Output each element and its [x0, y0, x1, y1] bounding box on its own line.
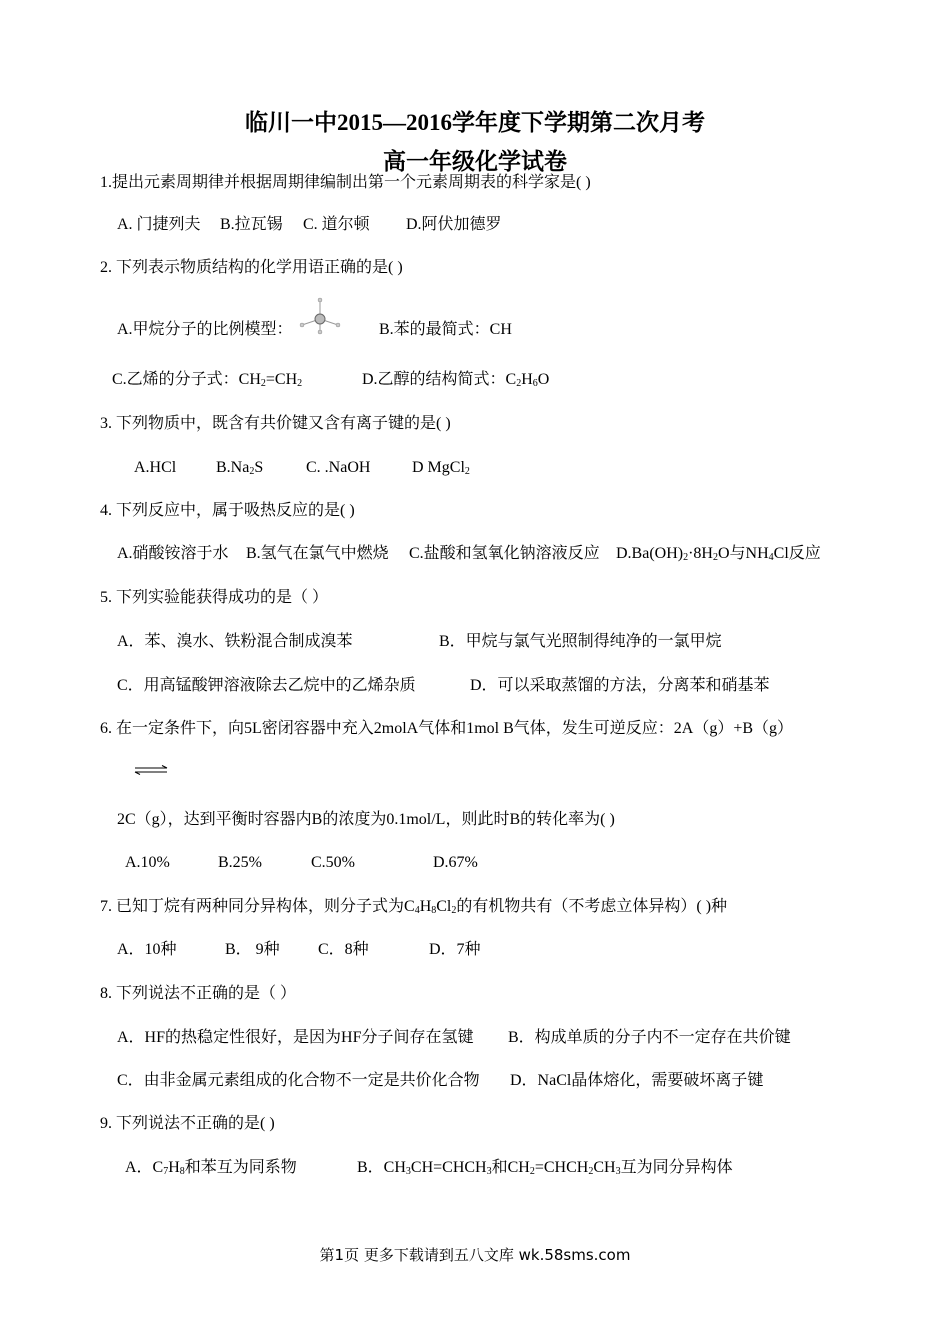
question-6-continuation: 2C（g），达到平衡时容器内B的浓度为0.1mol/L，则此时B的转化率为( ) — [117, 811, 615, 828]
q8-option-d: D．NaCl晶体熔化，需要破坏离子键 — [510, 1072, 764, 1089]
q4-option-a: A.硝酸铵溶于水 — [117, 545, 229, 562]
q3-option-a: A.HCl — [134, 459, 177, 476]
q2-option-d: D.乙醇的结构简式：$C_2H_6O$ — [362, 371, 550, 389]
q8-option-b: B．构成单质的分子内不一定存在共价键 — [508, 1029, 791, 1046]
question-9-stem: 9. 下列说法不正确的是( ) — [100, 1115, 275, 1132]
q8-option-c: C．由非金属元素组成的化合物不一定是共价化合物 — [117, 1072, 480, 1089]
q5-option-b: B．甲烷与氯气光照制得纯净的一氯甲烷 — [439, 633, 722, 650]
q1-option-d: D.阿伏加德罗 — [406, 216, 502, 233]
q6-option-c: C.50% — [311, 854, 355, 871]
q4-option-c: C.盐酸和氢氧化钠溶液反应 — [409, 545, 600, 562]
question-2-stem: 2. 下列表示物质结构的化学用语正确的是( ) — [100, 259, 403, 276]
q5-option-a: A．苯、溴水、铁粉混合制成溴苯 — [117, 633, 353, 650]
q2-option-b: B.苯的最简式：CH — [379, 321, 512, 338]
question-8-stem: 8. 下列说法不正确的是（ ） — [100, 985, 297, 1002]
question-1-stem: 1.提出元素周期律并根据周期律编制出第一个元素周期表的科学家是( ) — [100, 174, 591, 191]
question-3-stem: 3. 下列物质中，既含有共价键又含有离子键的是( ) — [100, 415, 451, 432]
q6-option-d: D.67% — [433, 854, 478, 871]
q3-option-d: D MgCl$_2$ — [412, 459, 470, 477]
question-5-stem: 5. 下列实验能获得成功的是（ ） — [100, 589, 329, 606]
q7-option-b: B． 9种 — [225, 941, 280, 958]
q5-option-d: D．可以采取蒸馏的方法，分离苯和硝基苯 — [470, 677, 770, 694]
q1-option-a: A. 门捷列夫 — [117, 216, 201, 233]
question-6-stem: 6. 在一定条件下，向5L密闭容器中充入2molA气体和1mol B气体，发生可逆反应：2A（g）+B（g） — [100, 720, 794, 737]
q9-option-b: B．$CH_3CH=CHCH_3$和$CH_2=CHCH_2CH_3$互为同分异构体 — [357, 1159, 733, 1177]
q5-option-c: C．用高锰酸钾溶液除去乙烷中的乙烯杂质 — [117, 677, 416, 694]
q4-option-b: B.氢气在氯气中燃烧 — [246, 545, 389, 562]
q4-option-d: $D.Ba(OH)_2\cdot 8H_2O$与$NH_4Cl$反应 — [616, 545, 821, 563]
question-4-stem: 4. 下列反应中，属于吸热反应的是( ) — [100, 502, 355, 519]
q2-option-a: A.甲烷分子的比例模型： — [117, 321, 293, 338]
equilibrium-arrow-icon — [134, 765, 168, 775]
q8-option-a: A．HF的热稳定性很好，是因为HF分子间存在氢键 — [117, 1029, 474, 1046]
q2-option-c: C.乙烯的分子式：$CH_2=CH_2$ — [112, 371, 303, 389]
q7-option-a: A．10种 — [117, 941, 177, 958]
q3-option-b: $B.Na_2S$ — [216, 459, 264, 477]
q1-option-b: B.拉瓦锡 — [220, 216, 283, 233]
q6-option-a: A.10% — [125, 854, 170, 871]
question-7-stem: 7. 已知丁烷有两种同分异构体，则分子式为$C_4H_8Cl_2$的有机物共有（不考虑立体异构）( )种 — [100, 898, 728, 916]
page-subtitle: 高一年级化学试卷 — [383, 149, 567, 174]
q7-option-c: C．8种 — [318, 941, 369, 958]
methane-model-image — [298, 297, 342, 337]
q1-option-c: C. 道尔顿 — [303, 216, 370, 233]
page-title: 临川一中2015—2016学年度下学期第二次月考 — [245, 110, 705, 135]
q3-option-c: C. .NaOH — [306, 459, 371, 476]
page-footer: 第1页 更多下载请到五八文库 wk.58sms.com — [319, 1246, 631, 1264]
q9-option-a: A．$C_7H_8$和苯互为同系物 — [125, 1159, 297, 1177]
q6-option-b: B.25% — [218, 854, 262, 871]
q7-option-d: D．7种 — [429, 941, 481, 958]
